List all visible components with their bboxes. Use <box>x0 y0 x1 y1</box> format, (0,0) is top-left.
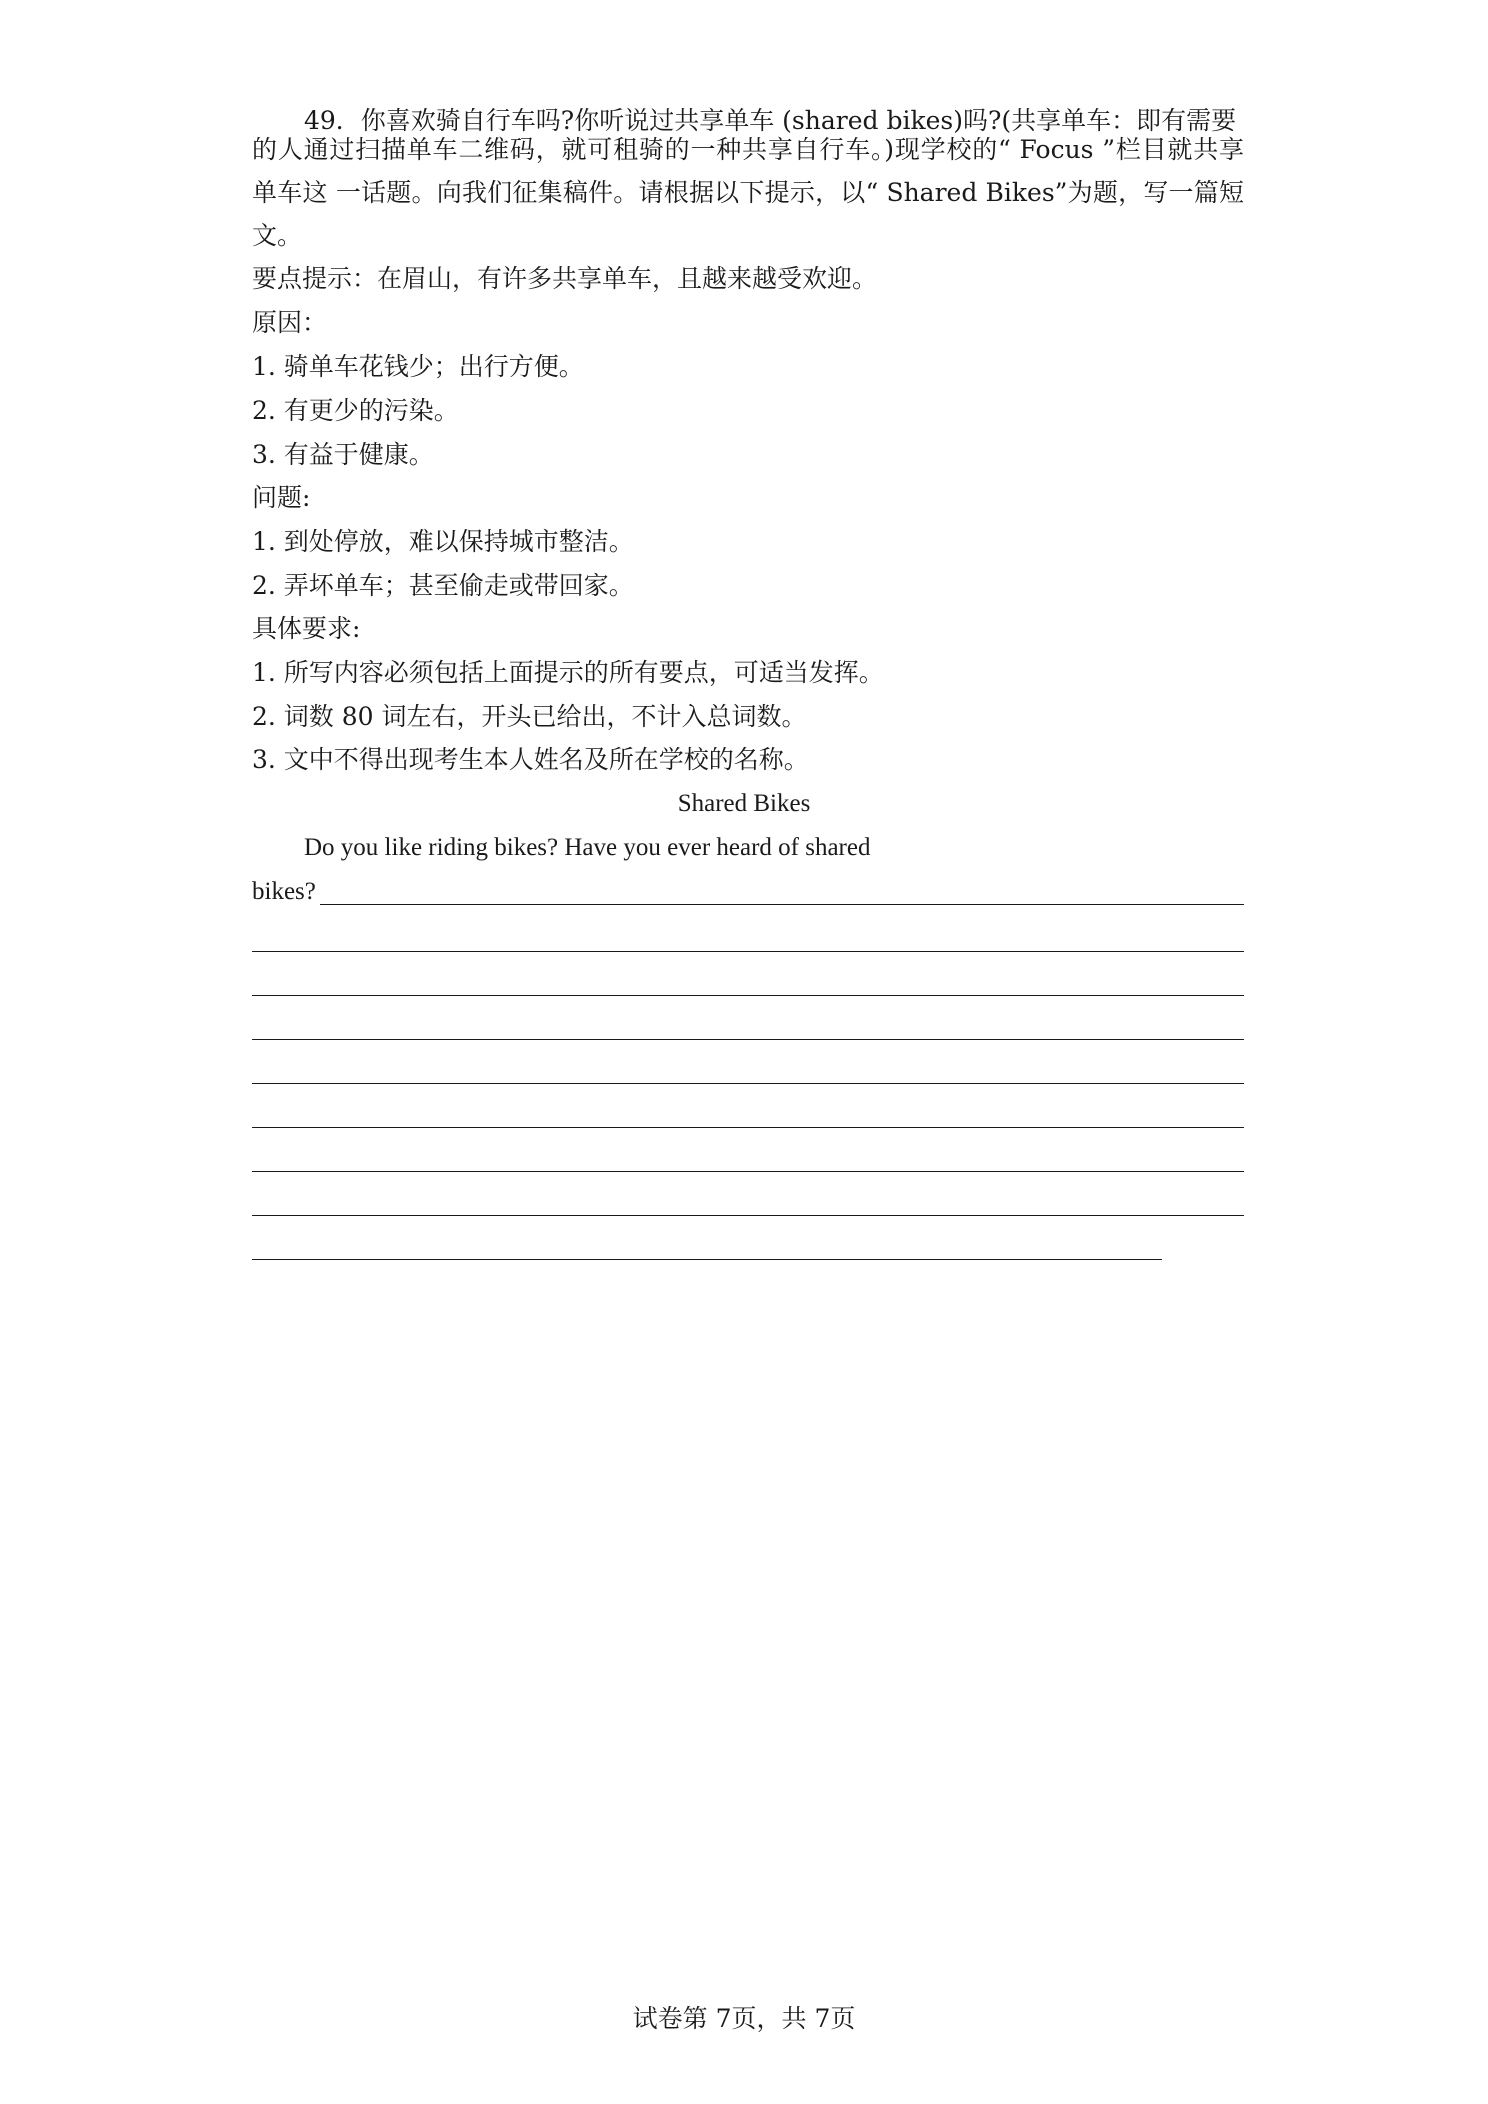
reason-item: 2. 有更少的污染。 <box>252 396 459 425</box>
answer-line[interactable] <box>252 1259 1162 1260</box>
question-line-2: 的人通过扫描单车二维码，就可租骑的一种共享自行车。)现学校的“ Focus ”栏目就共享 <box>252 135 1244 164</box>
requirements-heading: 具体要求: <box>252 614 361 643</box>
reason-item: 1. 骑单车花钱少；出行方便。 <box>252 352 584 381</box>
problem-item: 1. 到处停放，难以保持城市整洁。 <box>252 527 634 556</box>
answer-line[interactable] <box>252 951 1244 952</box>
hint-main: 要点提示：在眉山，有许多共享单车，且越来越受欢迎。 <box>252 264 878 293</box>
essay-opening: Do you like riding bikes? Have you ever heard of shared <box>304 834 871 861</box>
reason-item: 3. 有益于健康。 <box>252 440 434 469</box>
requirement-item: 2. 词数 80 词左右，开头已给出，不计入总词数。 <box>252 702 807 731</box>
essay-title: Shared Bikes <box>677 790 811 817</box>
requirement-item: 1. 所写内容必须包括上面提示的所有要点，可适当发挥。 <box>252 658 884 687</box>
problems-heading: 问题: <box>252 483 311 512</box>
question-line-3: 单车这 一话题。向我们征集稿件。请根据以下提示，以“ Shared Bikes”为题，写一篇短 <box>252 178 1244 207</box>
answer-line[interactable] <box>252 1083 1244 1084</box>
page-footer: 试卷第 7页，共 7页 <box>632 2004 856 2033</box>
answer-line[interactable] <box>252 1039 1244 1040</box>
question-line-4: 文。 <box>252 221 303 250</box>
answer-line[interactable] <box>252 1215 1244 1216</box>
answer-line[interactable] <box>252 1127 1244 1128</box>
problem-item: 2. 弄坏单车；甚至偷走或带回家。 <box>252 571 634 600</box>
reasons-heading: 原因： <box>252 308 328 337</box>
answer-line[interactable] <box>252 995 1244 996</box>
answer-line[interactable] <box>252 1171 1244 1172</box>
essay-opening-continued: bikes? <box>252 878 316 905</box>
requirement-item: 3. 文中不得出现考生本人姓名及所在学校的名称。 <box>252 745 809 774</box>
answer-line[interactable] <box>320 904 1244 905</box>
question-line-1: 49．你喜欢骑自行车吗?你听说过共享单车 (shared bikes)吗?(共享单车：即有需要 <box>304 106 1237 135</box>
